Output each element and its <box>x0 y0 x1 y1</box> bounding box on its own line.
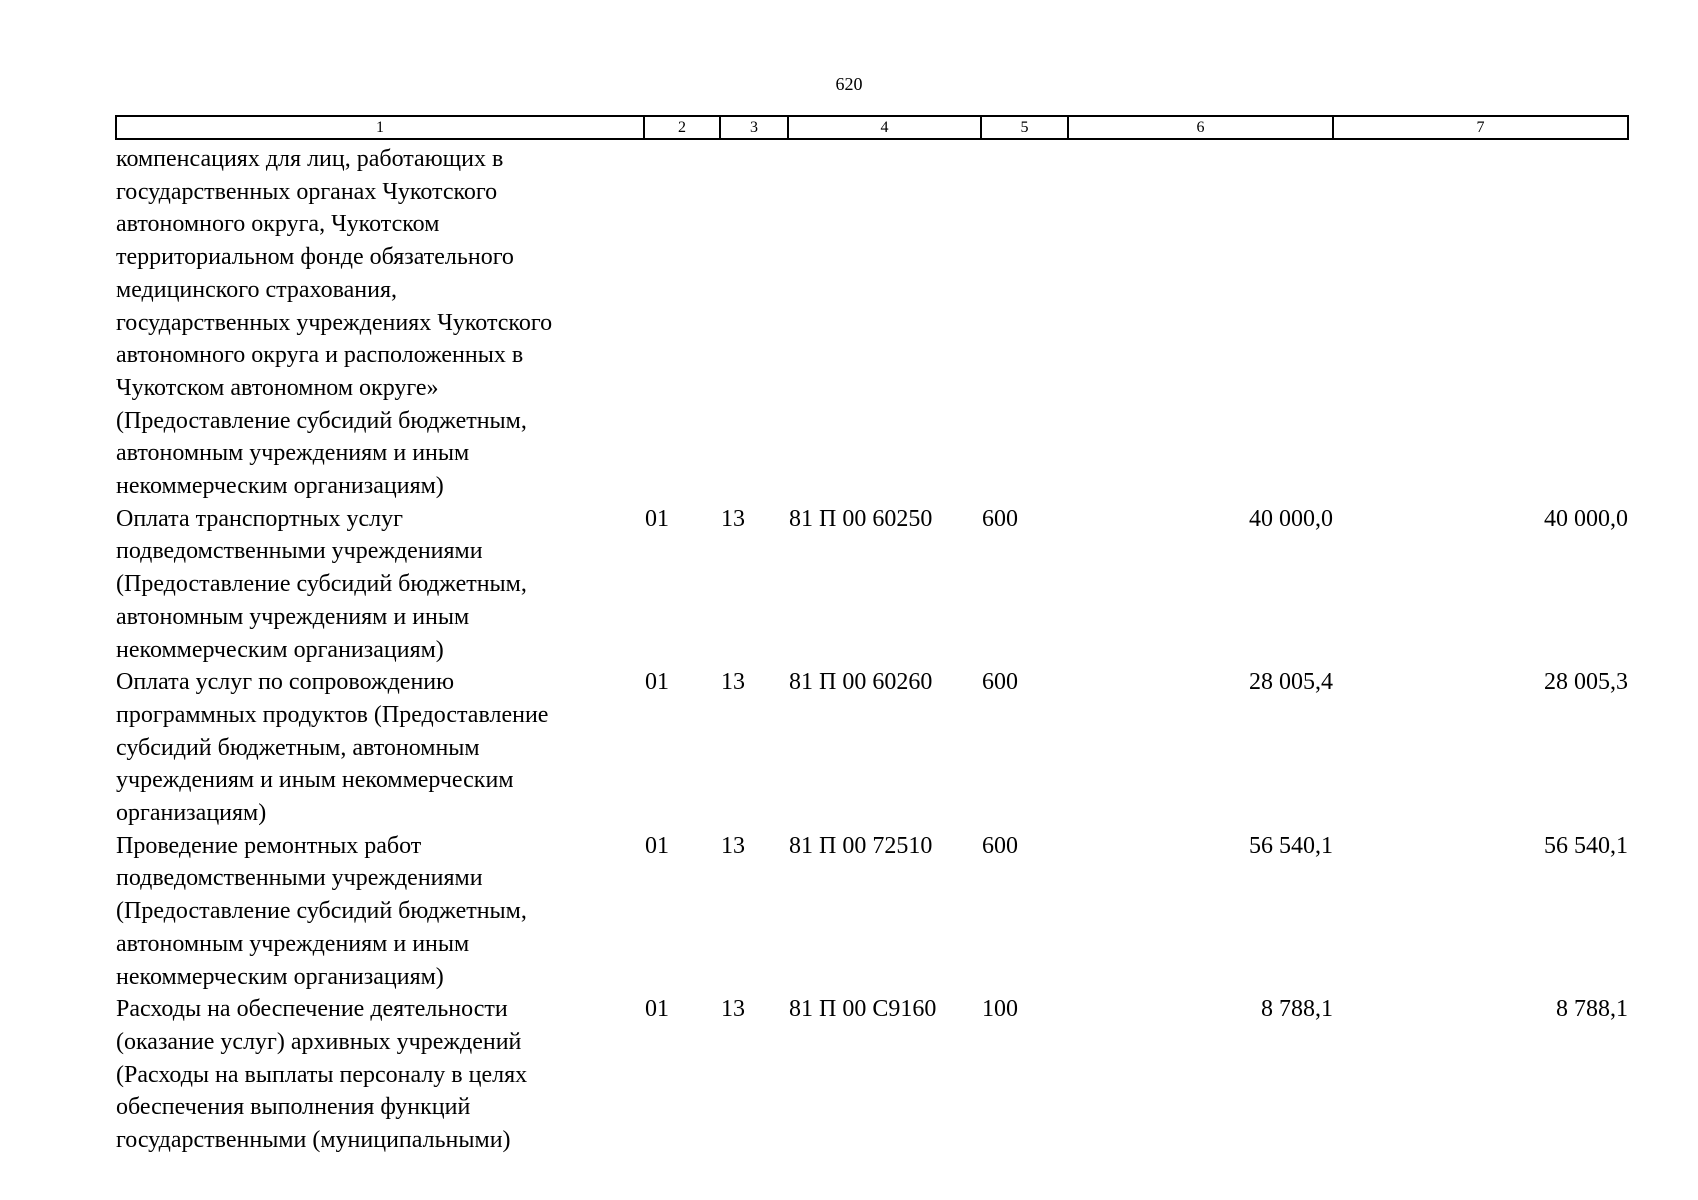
column-header-1: 1 <box>116 116 644 139</box>
row-description: Оплата услуг по сопровождению программных продуктов (Предоставление субсидий бюджетным, автономным учреждениям и иным некоммерческим организациям) <box>116 669 549 827</box>
row-expense-type: 100 <box>982 996 1018 1023</box>
table-row <box>116 139 1628 503</box>
row-description: Расходы на обеспечение деятельности (оказание услуг) архивных учреждений (Расходы на выплаты персоналу в целях обеспечения выполнения функций государственными (муниципальными) <box>116 996 528 1154</box>
row-sum-1: 56 540,1 <box>1249 832 1333 859</box>
row-subsection: 13 <box>721 505 745 532</box>
row-subsection: 13 <box>721 832 745 859</box>
row-section: 01 <box>645 832 669 859</box>
budget-table <box>115 115 1629 1157</box>
row-sum-2: 56 540,1 <box>1544 832 1628 859</box>
row-sum-1 <box>1068 139 1333 503</box>
row-description: Проведение ремонтных работ подведомственными учреждениями (Предоставление субсидий бюджетным, автономным учреждениям и иным некоммерческим организациям) <box>116 832 527 990</box>
row-description: компенсациях для лиц, работающих в государственных органах Чукотского автономного округа, Чукотском территориальном фонде обязательного медицинского страхования, государственных учреждениях Чукотского автономного округа и расположенных в Чукотском автономном округе» (Предоставление субсидий бюджетным, автономным учреждениям и иным некоммерческим организациям) <box>116 146 553 500</box>
row-expense-type: 600 <box>982 669 1018 696</box>
row-subsection: 13 <box>721 669 745 696</box>
table-body <box>116 139 1628 1157</box>
table-row <box>116 666 1628 830</box>
header-row <box>116 116 1628 139</box>
row-section: 01 <box>645 669 669 696</box>
row-target-article: 81 П 00 72510 <box>789 832 933 859</box>
row-sum-2: 28 005,3 <box>1544 669 1628 696</box>
row-description: Оплата транспортных услуг подведомственными учреждениями (Предоставление субсидий бюджетным, автономным учреждениям и иным некоммерческим организациям) <box>116 505 527 663</box>
row-target-article <box>788 139 981 503</box>
column-header-7: 7 <box>1333 116 1628 139</box>
row-expense-type: 600 <box>982 505 1018 532</box>
row-section <box>644 139 720 503</box>
row-sum-2: 8 788,1 <box>1556 996 1628 1023</box>
row-target-article: 81 П 00 60260 <box>789 669 933 696</box>
row-sum-2: 40 000,0 <box>1544 505 1628 532</box>
column-header-3: 3 <box>720 116 788 139</box>
row-subsection: 13 <box>721 996 745 1023</box>
column-header-5: 5 <box>981 116 1068 139</box>
row-target-article: 81 П 00 С9160 <box>789 996 937 1023</box>
row-sum-1: 40 000,0 <box>1249 505 1333 532</box>
row-section: 01 <box>645 505 669 532</box>
table-row <box>116 993 1628 1157</box>
table-row <box>116 503 1628 667</box>
row-expense-type <box>981 139 1068 503</box>
row-target-article: 81 П 00 60250 <box>789 505 933 532</box>
row-expense-type: 600 <box>982 832 1018 859</box>
page-number: 620 <box>835 74 863 94</box>
column-header-6: 6 <box>1068 116 1333 139</box>
row-sum-1: 28 005,4 <box>1249 669 1333 696</box>
column-header-4: 4 <box>788 116 981 139</box>
row-sum-2 <box>1333 139 1628 503</box>
row-subsection <box>720 139 788 503</box>
column-header-2: 2 <box>644 116 720 139</box>
table-header <box>116 116 1628 139</box>
row-section: 01 <box>645 996 669 1023</box>
table-row <box>116 830 1628 994</box>
row-sum-1: 8 788,1 <box>1261 996 1333 1023</box>
